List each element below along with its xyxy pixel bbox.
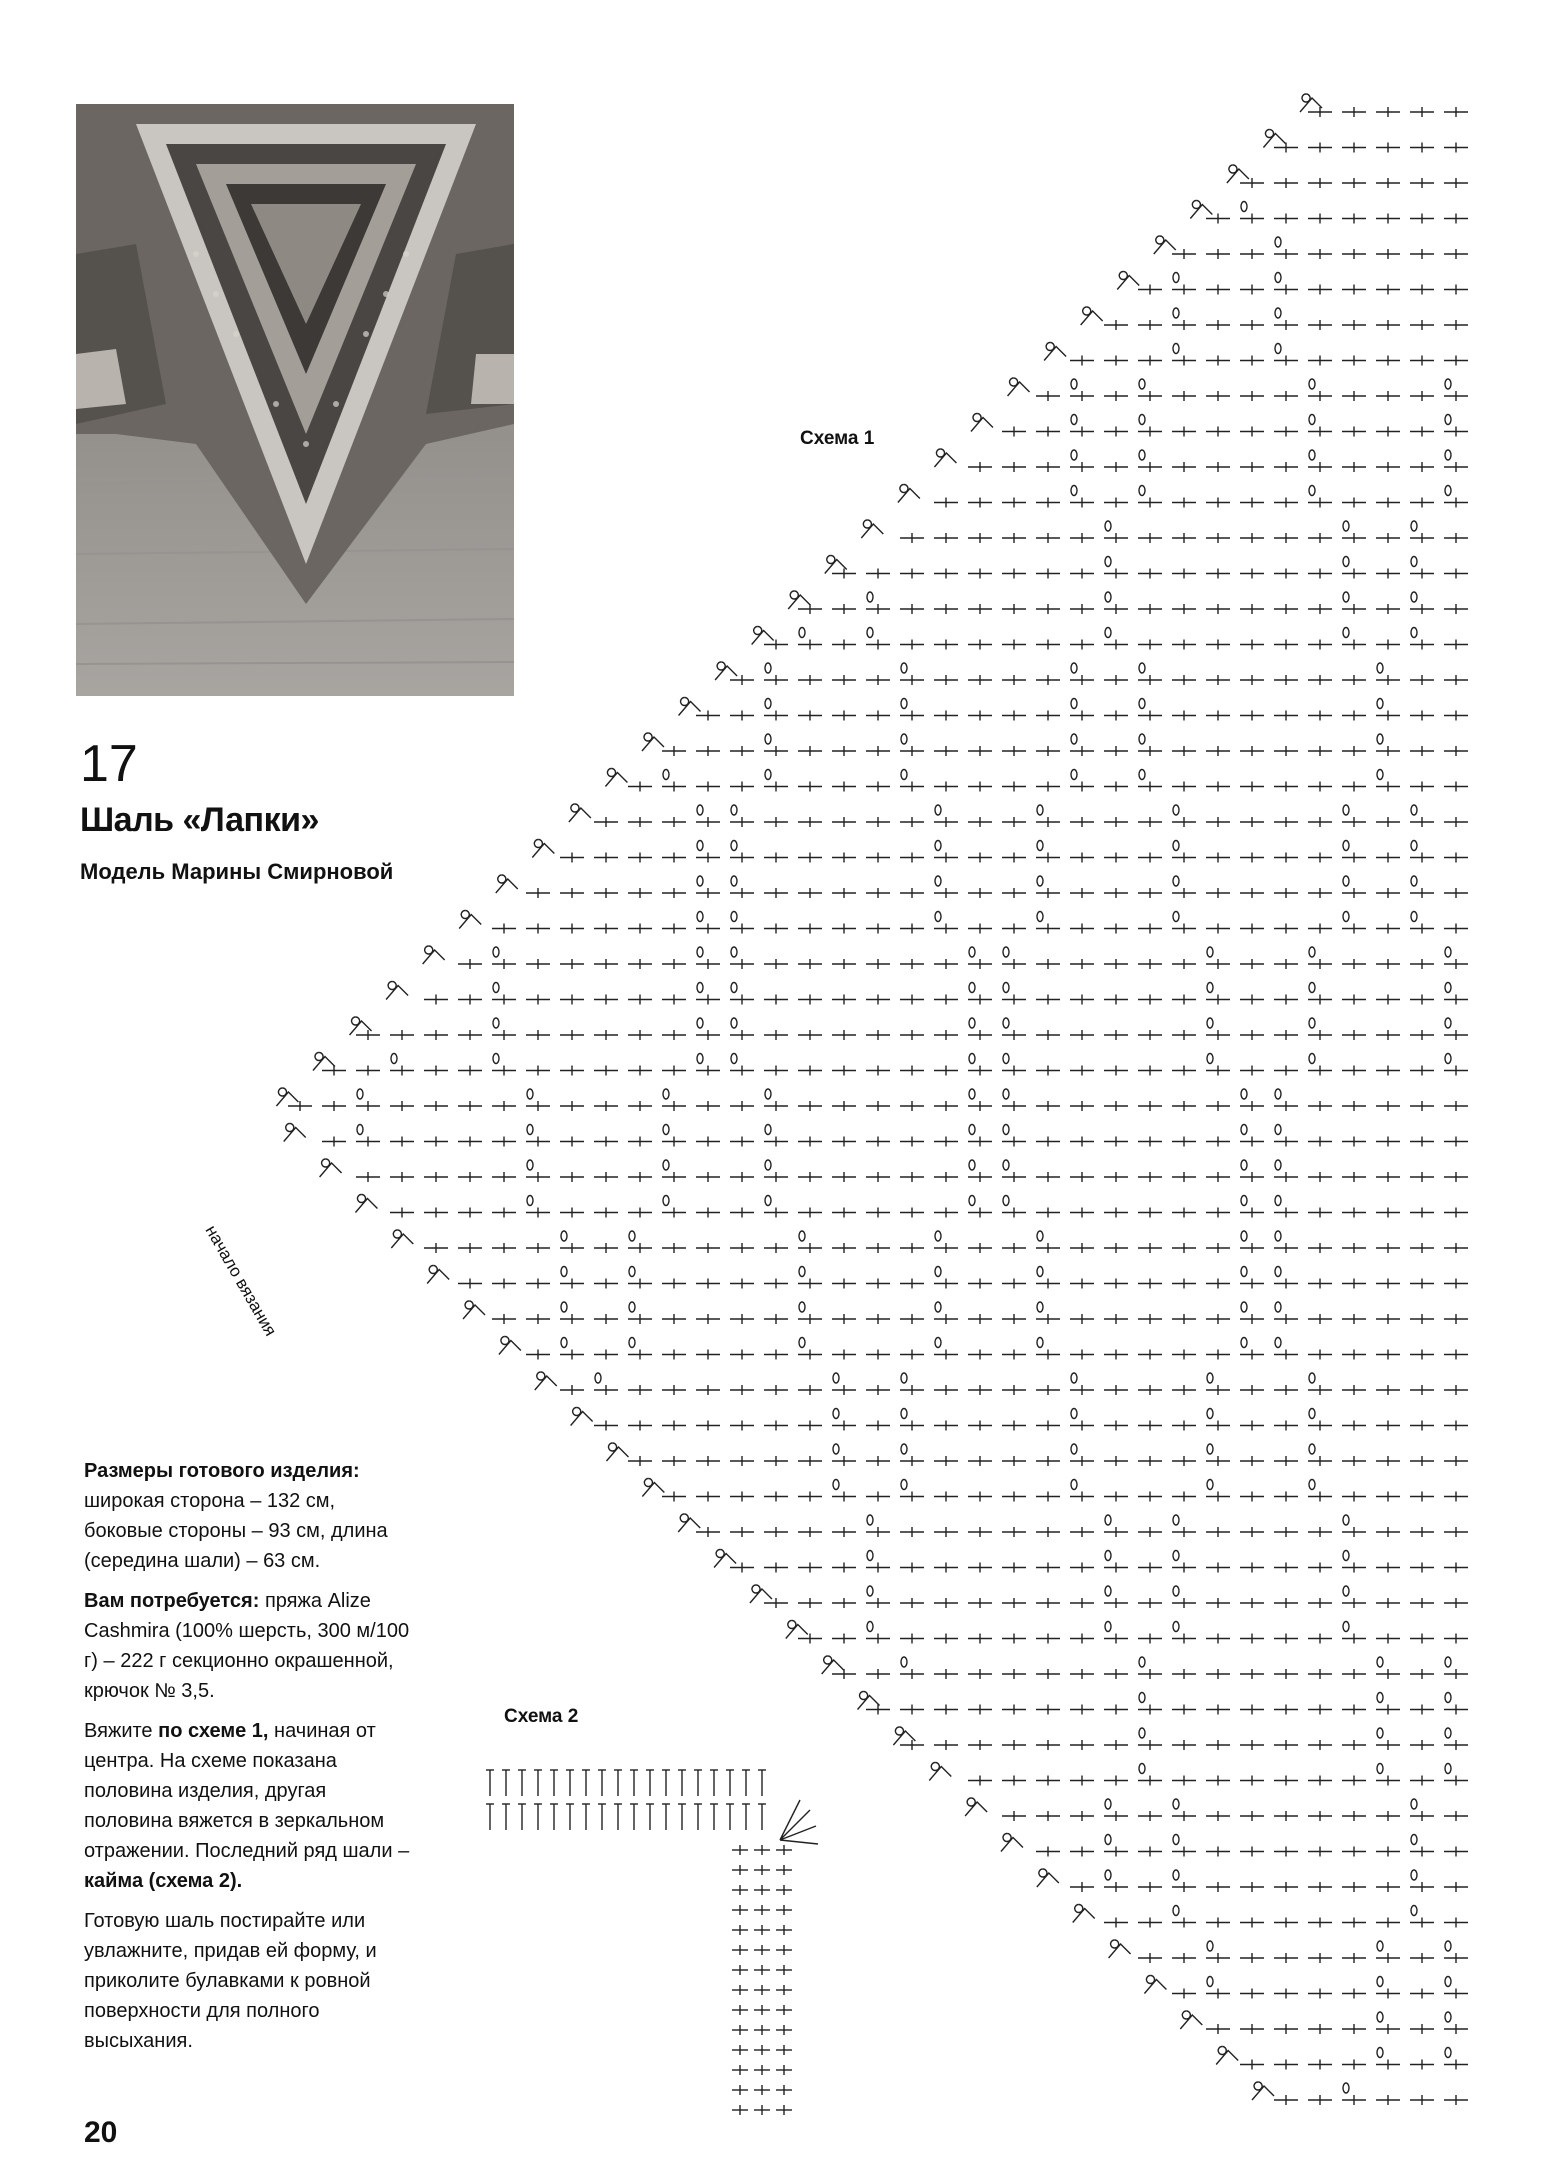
- pattern-number: 17: [80, 735, 138, 793]
- scheme1-label: Схема 1: [800, 428, 875, 449]
- pattern-title: Шаль «Лапки»: [80, 801, 319, 839]
- instructions: [84, 1456, 414, 2066]
- size-paragraph: Размеры готового изделия: широкая сторона – 132 см, боковые стороны – 93 см, длина (середина шали) – 63 см.: [84, 1460, 388, 1572]
- scheme2-chart: [480, 1750, 840, 2130]
- finish-paragraph: Готовую шаль постирайте или увлажните, придав ей форму, и приколите булавками к ровной поверхности для полного высыхания.: [84, 1910, 377, 2052]
- scheme2-label: Схема 2: [504, 1706, 579, 1727]
- pattern-author: Модель Марины Смирновой: [80, 859, 394, 884]
- materials-paragraph: Вам потребуется: пряжа Alize Cashmira (100% шерсть, 300 м/100 г) – 222 г секционно окрашенной, крючок № 3,5.: [84, 1590, 410, 1702]
- page-number: 20: [84, 2116, 118, 2149]
- start-label: начало вязания: [201, 1222, 281, 1340]
- method-paragraph: Вяжите по схеме 1, начиная от центра. На схеме показана половина изделия, другая половина вяжется в зеркальном отражении. Последний ряд шали – кайма (схема 2).: [84, 1720, 410, 1892]
